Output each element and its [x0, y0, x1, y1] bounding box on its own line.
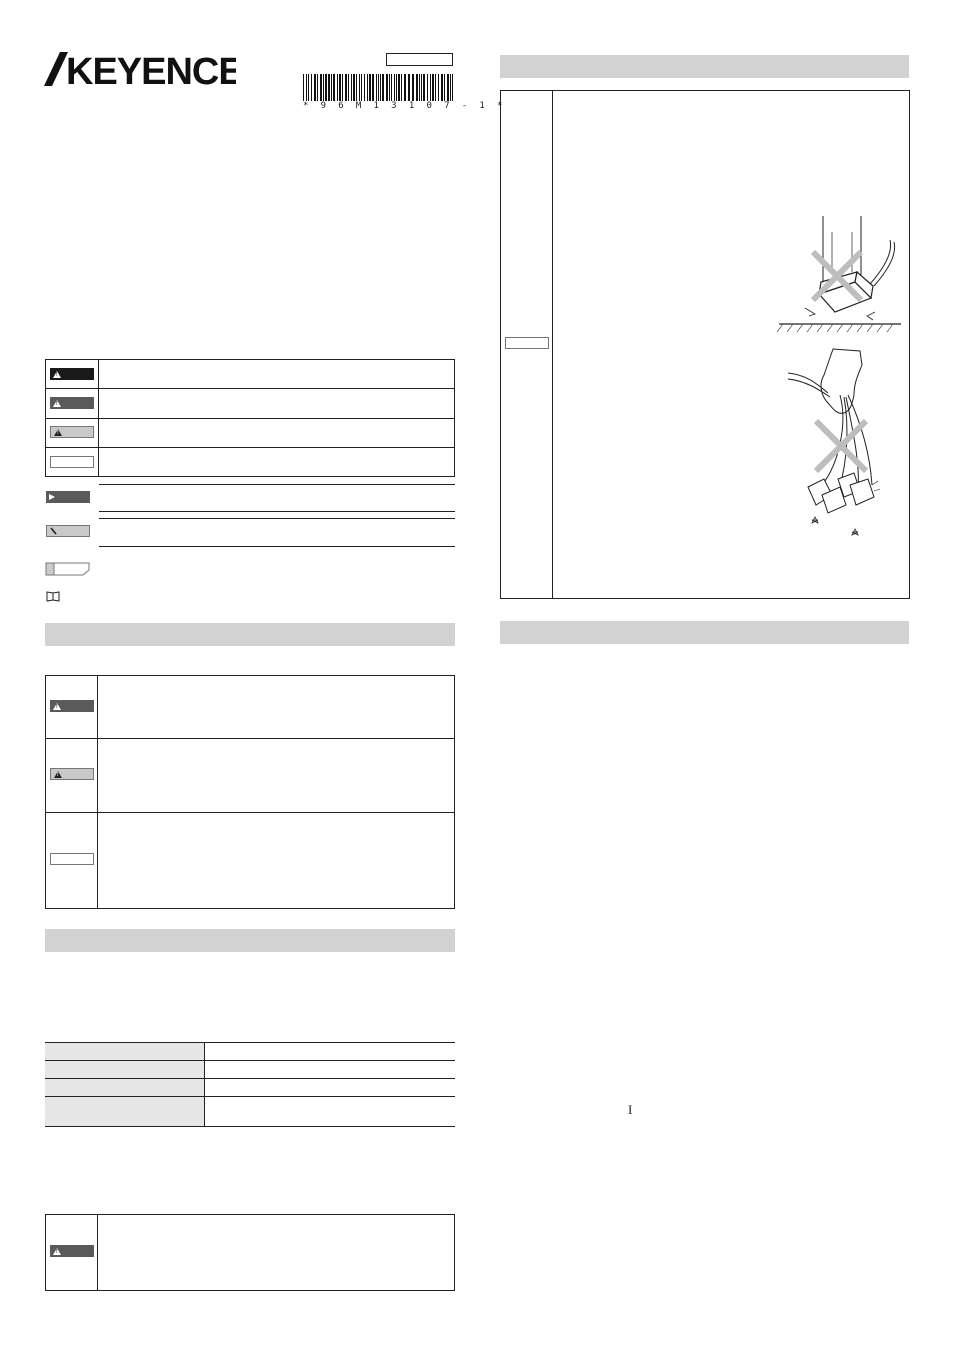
barcode-stripe: [308, 74, 309, 101]
section-header-bar: [500, 55, 909, 78]
spec-rule: [45, 1126, 455, 1127]
warning-triangle-icon: [54, 429, 62, 436]
warning-triangle-icon: [54, 771, 62, 778]
section-header-bar: [45, 623, 455, 646]
handling-divider: [552, 90, 553, 599]
safety-row-rule: [45, 812, 455, 813]
barcode-stripe: [421, 74, 422, 101]
barcode-stripe: [311, 74, 312, 101]
barcode-stripe: [382, 74, 384, 101]
reference-badge: [46, 525, 90, 537]
safety-row-rule: [45, 738, 455, 739]
barcode-stripe: [394, 74, 395, 101]
safety-divider: [97, 675, 98, 909]
warning-badge: [50, 397, 94, 409]
barcode-stripe: [450, 74, 451, 101]
keyence-logo: [44, 50, 236, 88]
barcode-stripe: [320, 74, 322, 101]
barcode-stripe: [386, 74, 388, 101]
spec-divider: [204, 1042, 205, 1126]
barcode-stripe: [303, 74, 304, 101]
barcode-stripe: [441, 74, 443, 101]
barcode-stripe: [367, 74, 368, 101]
barcode-stripe: [314, 74, 316, 101]
barcode-stripe: [416, 74, 418, 101]
logo-text: KEYENCE: [66, 51, 236, 88]
spec-label-cell: [45, 1097, 204, 1126]
barcode-stripe: [447, 74, 449, 101]
caution-badge: [50, 768, 94, 780]
barcode-stripe: [401, 74, 402, 101]
barcode-stripe: [378, 74, 379, 101]
point-rule-top: [99, 484, 455, 485]
barcode-stripe: [342, 74, 343, 101]
barcode-stripe: [337, 74, 338, 101]
barcode-stripe: [376, 74, 377, 101]
bottom-warning-table: [45, 1214, 455, 1291]
barcode-stripe: [372, 74, 374, 101]
document-number-box: [386, 53, 453, 66]
open-book-icon: [46, 589, 60, 600]
legend-row-rule: [45, 418, 455, 419]
barcode-stripe: [391, 74, 392, 101]
barcode-stripe: [333, 74, 335, 101]
notice-badge: [50, 456, 94, 468]
barcode-stripe: [389, 74, 390, 101]
barcode-stripe: [427, 74, 428, 101]
logo-graphic: [44, 50, 236, 88]
warning-badge: [50, 700, 94, 712]
barcode-stripe: [331, 74, 332, 101]
warning-triangle-icon: [53, 703, 61, 710]
bottom-warning-divider: [97, 1214, 98, 1291]
spec-label-cell: [45, 1061, 204, 1078]
barcode: [303, 74, 453, 101]
barcode-stripe: [432, 74, 434, 101]
legend-row-rule: [45, 447, 455, 448]
reference-rule-top: [99, 518, 455, 519]
barcode-stripe: [328, 74, 330, 101]
note-page-icon: [45, 562, 90, 576]
point-badge: [46, 491, 90, 503]
spec-label-cell: [45, 1043, 204, 1060]
section-header-bar: [500, 621, 909, 644]
barcode-stripe: [435, 74, 436, 101]
pencil-icon: [50, 527, 58, 535]
warning-triangle-icon: [53, 1248, 61, 1255]
barcode-stripe: [396, 74, 397, 101]
barcode-stripe: [430, 74, 431, 101]
legend-row-rule: [45, 388, 455, 389]
barcode-stripe: [317, 74, 318, 101]
barcode-stripe: [369, 74, 371, 101]
drop-warning-illustration: [775, 212, 905, 340]
barcode-stripe: [419, 74, 420, 101]
barcode-stripe: [423, 74, 425, 101]
barcode-stripe: [404, 74, 406, 101]
play-arrow-icon: [49, 494, 55, 500]
notice-badge: [505, 337, 549, 349]
barcode-stripe: [444, 74, 445, 101]
barcode-stripe: [452, 74, 453, 101]
barcode-stripe: [356, 74, 357, 101]
warning-triangle-icon: [53, 400, 61, 407]
barcode-stripe: [345, 74, 347, 101]
point-rule-bottom: [99, 511, 455, 512]
danger-badge: [50, 368, 94, 380]
barcode-stripe: [412, 74, 414, 101]
section-header-bar: [45, 929, 455, 952]
barcode-stripe: [348, 74, 349, 101]
barcode-stripe: [351, 74, 352, 101]
warning-badge: [50, 1245, 94, 1257]
cursor-glyph: I: [628, 1102, 633, 1117]
logo-slash: [44, 52, 68, 86]
barcode-graphic: [303, 74, 453, 101]
spec-label-cell: [45, 1079, 204, 1096]
reference-rule-bottom: [99, 546, 455, 547]
barcode-stripe: [306, 74, 307, 101]
barcode-stripe: [359, 74, 360, 101]
barcode-stripe: [398, 74, 400, 101]
caution-badge: [50, 426, 94, 438]
barcode-stripe: [364, 74, 365, 101]
barcode-stripe: [408, 74, 410, 101]
safety-table: [45, 675, 455, 909]
barcode-stripe: [339, 74, 341, 101]
notice-badge: [50, 853, 94, 865]
barcode-stripe: [325, 74, 327, 101]
barcode-stripe: [438, 74, 439, 101]
barcode-stripe: [361, 74, 362, 101]
warning-triangle-icon: [53, 371, 61, 378]
cable-swing-illustration: [788, 345, 888, 545]
barcode-stripe: [323, 74, 324, 101]
barcode-stripe: [380, 74, 381, 101]
barcode-stripe: [353, 74, 355, 101]
barcode-text: * 9 6 M 1 3 1 0 7 - 1 *: [303, 101, 506, 111]
